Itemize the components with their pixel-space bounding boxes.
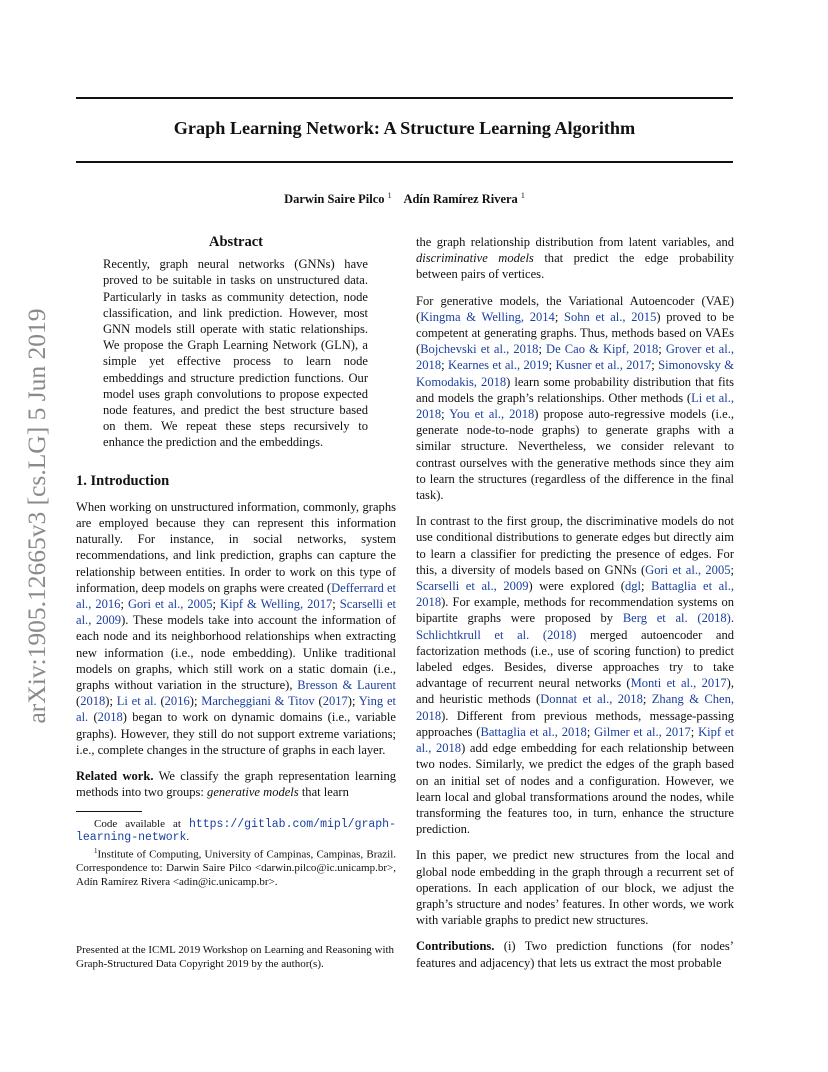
related-work-continued: the graph relationship distribution from latent variables, and discriminative models that predict the edge probability between pairs of vertices. <box>416 235 735 282</box>
citation-link[interactable]: Zhang & Chen, 2018 <box>416 692 734 723</box>
author-name: Darwin Saire Pilco <box>284 192 385 207</box>
intro-paragraph: When working on unstructured information, commonly, graphs are employed because they can represent this information naturally. For instance, in social networks, system recommendations, and link prediction, graphs can capture the relationship between entities. In order to work on this type of information, deep models on graphs were created (Defferrard et al., 2016; Gori et al., 2005; Kipf & Welling, 2017; Scarselli et al., 2009). These models take into account the information of each node and its neighborhood relationships when extracting new information (i.e., node embedding). Unlike traditional models on graphs, which still work on a static domain (i.e., graphs without variation in the structure), Bresson & Laurent (2018); Li et al. (2016); Marcheggiani & Titov (2017); Ying et al. (2018) began to work on dynamic domains (i.e., variable graphs). However, they still do not support extreme variations; i.e., complete changes in the structure of graphs in each layer. <box>76 499 397 757</box>
approach-paragraph: In this paper, we predict new structures from the local and global node embedding in the graph through a recurrent set of operations. In each application of our block, we adjust the graph’s structure and nodes’ features. In other words, we work with variable graphs to predict new structures. <box>416 848 734 928</box>
citation-link[interactable]: dgl <box>624 579 642 594</box>
citation-link[interactable]: Kusner et al., 2017 <box>555 358 652 373</box>
arxiv-identifier-text: arXiv:1905.12665v3 [cs.LG] 5 Jun 2019 <box>22 308 51 724</box>
citation-link[interactable]: Bojchevski et al., 2018 <box>420 342 539 357</box>
citation-year-link[interactable]: 2018 <box>97 710 123 725</box>
citation-link[interactable]: Kingma & Welling, 2014 <box>420 309 555 324</box>
citation-link[interactable]: Gori et al., 2005 <box>127 597 213 612</box>
title-bottom-rule <box>76 161 733 163</box>
footnote-code: Code available at https://gitlab.com/mipl/graph-learning-network. <box>76 817 396 845</box>
citation-link[interactable]: You et al., 2018 <box>449 407 535 422</box>
citation-link[interactable]: Simonovsky & Komodakis, 2018 <box>416 358 735 389</box>
footnote-affiliation: $^1$Institute of Computing, University of Campinas, Campinas, Brazil. Correspondence to: Darwin Saire Pilco <darwin.pilco@ic.unicamp.br>, Adín Ramírez Rivera <adin@ic.unicamp.br>. <box>76 846 396 888</box>
citation-link[interactable]: Donnat et al., 2018 <box>540 692 643 707</box>
contributions-lead: Contributions. <box>416 939 495 954</box>
title-top-rule <box>76 97 733 99</box>
citation-link[interactable]: Defferrard et al., 2016 <box>76 580 396 612</box>
citation-year-link[interactable]: 2016 <box>164 694 190 709</box>
citation-link[interactable]: Li et al., 2018 <box>416 390 734 422</box>
author-list <box>76 191 733 207</box>
citation-link[interactable]: De Cao & Kipf, 2018 <box>546 342 659 357</box>
citation-link[interactable]: Battaglia et al., 2018 <box>416 579 734 610</box>
citation-link[interactable]: Monti et al., 2017 <box>630 676 727 691</box>
abstract-heading: Abstract <box>209 234 263 250</box>
citation-link[interactable]: Schlichtkrull et al. (2018) <box>416 627 577 642</box>
citation-link[interactable]: Ying et al. <box>76 694 396 725</box>
workshop-notice: Presented at the ICML 2019 Workshop on Learning and Reasoning with Graph-Structured Data Copyright 2019 by the author(s). <box>76 944 395 970</box>
left-column <box>76 234 396 890</box>
arxiv-identifier-stamp <box>22 296 52 736</box>
footnote-separator <box>76 811 142 812</box>
contributions-paragraph: Contributions. (i) Two prediction functions (for nodes’ features and adjacency) that lets us extract the most probable <box>416 939 734 970</box>
citation-link[interactable]: Kipf & Welling, 2017 <box>220 597 333 612</box>
code-url-link[interactable]: https://gitlab.com/mipl/graph-learning-network <box>76 817 396 845</box>
citation-link[interactable]: Grover et al., 2018 <box>416 342 734 373</box>
abstract-text: Recently, graph neural networks (GNNs) have proved to be suitable in tasks on unstructured data. Particularly in tasks as community detection, node classification, and link prediction. However, most GNN models still operate with static relationships. We propose the Graph Learning Network (GLN), a simple yet effective process to learn node embeddings and structure prediction functions. Our model uses graph convolutions to propose expected node features, and predict the best structure based on them. We repeat these steps recursively to enhance the prediction and the embeddings. <box>103 257 368 450</box>
citation-year-link[interactable]: 2017 <box>322 694 348 709</box>
related-work-paragraph: Related work. We classify the graph representation learning methods into two groups: generative models that learn <box>76 769 396 800</box>
right-column <box>416 234 734 981</box>
related-work-lead: Related work. <box>76 769 154 784</box>
paper-title: Graph Learning Network: A Structure Learning Algorithm <box>173 118 636 138</box>
citation-link[interactable]: Sohn et al., 2015 <box>564 309 657 324</box>
author-affiliation-mark: 1 <box>387 191 392 200</box>
citation-link[interactable]: Scarselli et al., 2009 <box>76 597 397 628</box>
citation-link[interactable]: Battaglia et al., 2018 <box>480 724 587 739</box>
discriminative-models-paragraph: In contrast to the first group, the discriminative models do not use conditional distributions to generate edges but directly aim to learn a classifier for predicting the presence of edges. For this, a diversity of models based on GNNs (Gori et al., 2005; Scarselli et al., 2009) were explored (dgl; Battaglia et al., 2018). For example, methods for recommendation systems on bipartite graphs were proposed by Berg et al. (2018). Schlichtkrull et al. (2018) merged autoencoder and factorization methods (i.e., use of scoring function) to predict labeled edges. Besides, diverse approaches try to take advantage of recurrent neural networks (Monti et al., 2017), and heuristic methods (Donnat et al., 2018; Zhang & Chen, 2018). Different from previous methods, message-passing approaches (Battaglia et al., 2018; Gilmer et al., 2017; Kipf et al., 2018) add edge embedding for each relationship between two nodes. Similarly, we predict the edges of the graph based on an initial set of nodes and a configuration. However, we learn local and global transformations around the nodes, while transforming the features too, in turn, enhance the structure prediction. <box>416 514 734 837</box>
citation-link[interactable]: Kipf et al., 2018 <box>416 724 734 756</box>
citation-link[interactable]: Kearnes et al., 2019 <box>447 358 549 373</box>
citation-link[interactable]: Gilmer et al., 2017 <box>594 724 691 739</box>
citation-link[interactable]: Marcheggiani & Titov <box>201 694 315 709</box>
citation-link[interactable]: Scarselli et al., 2009 <box>416 579 529 594</box>
author-name: Adín Ramírez Rivera <box>403 192 518 207</box>
section-heading-introduction: 1. Introduction <box>76 472 170 489</box>
author-affiliation-mark: 1 <box>520 191 525 200</box>
citation-year-link[interactable]: 2018 <box>80 694 106 709</box>
citation-link[interactable]: Li et al. <box>116 694 157 709</box>
citation-link[interactable]: Berg et al. (2018) <box>622 611 731 626</box>
citation-link[interactable]: Bresson & Laurent <box>297 678 396 693</box>
generative-models-paragraph: For generative models, the Variational Autoencoder (VAE) (Kingma & Welling, 2014; Sohn et al., 2015) proved to be competent at generating graphs. Thus, methods based on VAEs (Bojchevski et al., 2018; De Cao & Kipf, 2018; Grover et al., 2018; Kearnes et al., 2019; Kusner et al., 2017; Simonovsky & Komodakis, 2018) learn some probability distribution that fits and models the graph’s relationships. Other methods (Li et al., 2018; You et al., 2018) propose auto-regressive models (i.e., generate node-to-node graphs) to generate graphs with a similar structure. Nevertheless, we consider relevant to contrast ourselves with the generative methods since they aim to learn the structures (regardless of the difference in the final task). <box>416 293 735 503</box>
citation-link[interactable]: Gori et al., 2005 <box>645 562 731 577</box>
